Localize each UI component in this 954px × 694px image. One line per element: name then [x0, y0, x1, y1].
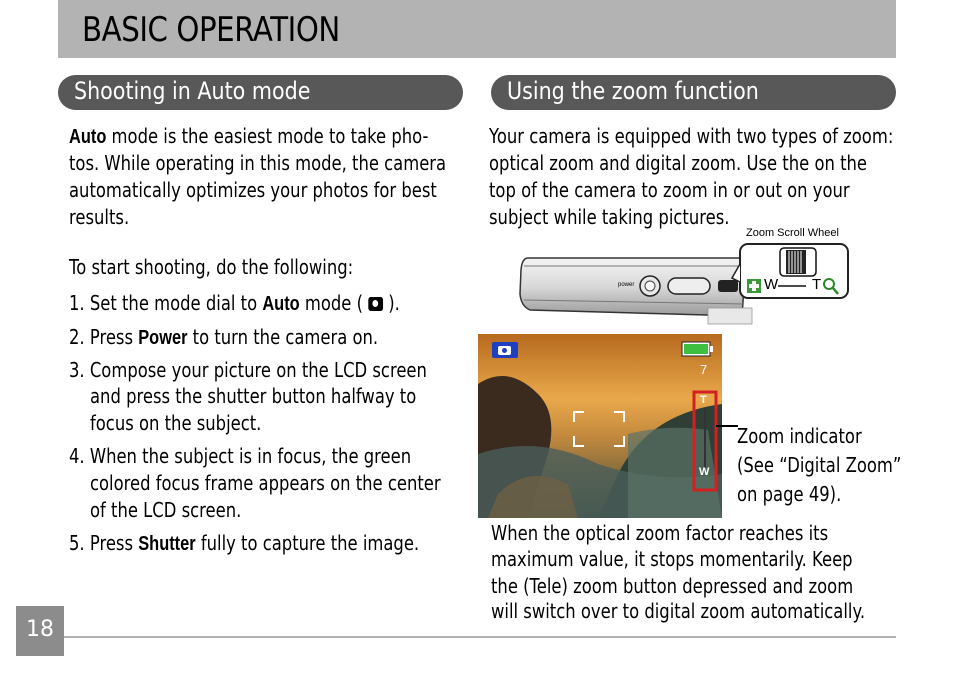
zoom-indicator-label-2: (See “Digital Zoom” — [737, 453, 902, 477]
step-2-bold: Power — [138, 327, 188, 349]
digital-zoom-line-1: When the optical zoom factor reaches its — [491, 521, 829, 545]
zoom-indicator-label-1: Zoom indicator — [737, 424, 862, 448]
step-5 — [69, 530, 419, 558]
zoom-para-line-1: Your camera is equipped with two types of zoom: — [489, 124, 894, 148]
lcd-zoom-w: W — [699, 466, 710, 478]
step-4-line-2: colored focus frame appears on the center — [90, 471, 441, 495]
digital-zoom-line-3: the (Tele) zoom button depressed and zoom — [491, 574, 854, 598]
section-heading-zoom — [491, 75, 896, 110]
step-1 — [69, 290, 400, 318]
step-5-text: 5. Press — [69, 531, 139, 555]
page-number: 18 — [26, 617, 54, 642]
section-heading-label: Shooting in Auto mode — [74, 77, 311, 105]
header-bar — [58, 0, 896, 58]
lcd-zoom-t: T — [700, 394, 707, 406]
section-heading-auto-mode — [58, 75, 463, 110]
zoom-indicator-label-3: on page 49). — [737, 482, 842, 506]
zoom-scroll-wheel-icon — [786, 250, 806, 274]
wide-plus-icon — [747, 279, 761, 293]
intro-line-2: tos. While operating in this mode, the camera — [69, 151, 447, 175]
section-heading-label: Using the zoom function — [507, 77, 759, 105]
step-4-line-3: of the LCD screen. — [90, 498, 242, 522]
zoom-scroll-wheel-label: Zoom Scroll Wheel — [746, 227, 839, 239]
lcd-preview — [478, 334, 722, 518]
intro-line-4: results. — [69, 205, 130, 229]
step-5-bold: Shutter — [138, 533, 196, 555]
intro-line-3: automatically optimizes your photos for best — [69, 178, 437, 202]
page-title: BASIC OPERATION — [82, 10, 340, 50]
shutter-button — [668, 278, 710, 294]
zoom-t-label: T — [812, 276, 822, 293]
power-label: power — [618, 282, 635, 288]
zoom-para-line-4: subject while taking pictures. — [489, 205, 730, 229]
step-1-text: 1. Set the mode dial to — [69, 291, 263, 315]
lcd-scene — [478, 334, 722, 518]
intro-line-1 — [69, 123, 428, 151]
page-number-box — [16, 606, 64, 656]
intro-line-1-text: mode is the easiest mode to take pho- — [106, 124, 429, 148]
step-3-line-3: focus on the subject. — [90, 411, 262, 435]
zoom-w-label: W — [764, 276, 779, 293]
camera-top-illustration — [518, 224, 854, 328]
step-2-text-b: to turn the camera on. — [187, 325, 379, 349]
digital-zoom-line-4: will switch over to digital zoom automatically. — [491, 599, 866, 623]
step-2-text: 2. Press — [69, 325, 139, 349]
zoom-para-line-2: optical zoom and digital zoom. Use the on the — [489, 151, 867, 175]
step-2 — [69, 324, 378, 352]
step-5-text-b: fully to capture the image. — [195, 531, 420, 555]
step-4-line-1: 4. When the subject is in focus, the green — [69, 444, 412, 468]
camera-mode-icon — [368, 297, 383, 311]
step-1-end: ). — [382, 291, 400, 315]
start-text: To start shooting, do the following: — [69, 255, 354, 279]
digital-zoom-line-2: maximum value, it stops momentarily. Keep — [491, 547, 853, 571]
step-1-text-b: mode ( — [299, 291, 369, 315]
footer-divider — [64, 636, 896, 638]
zoom-para-line-3: top of the camera to zoom in or out on your — [489, 178, 850, 202]
auto-bold: Auto — [69, 126, 107, 148]
step-1-bold: Auto — [262, 293, 300, 315]
step-3-line-2: and press the shutter button halfway to — [90, 384, 417, 408]
callout-line — [716, 425, 738, 427]
shots-remaining: 7 — [700, 362, 708, 377]
step-3-line-1: 3. Compose your picture on the LCD screen — [69, 358, 427, 382]
